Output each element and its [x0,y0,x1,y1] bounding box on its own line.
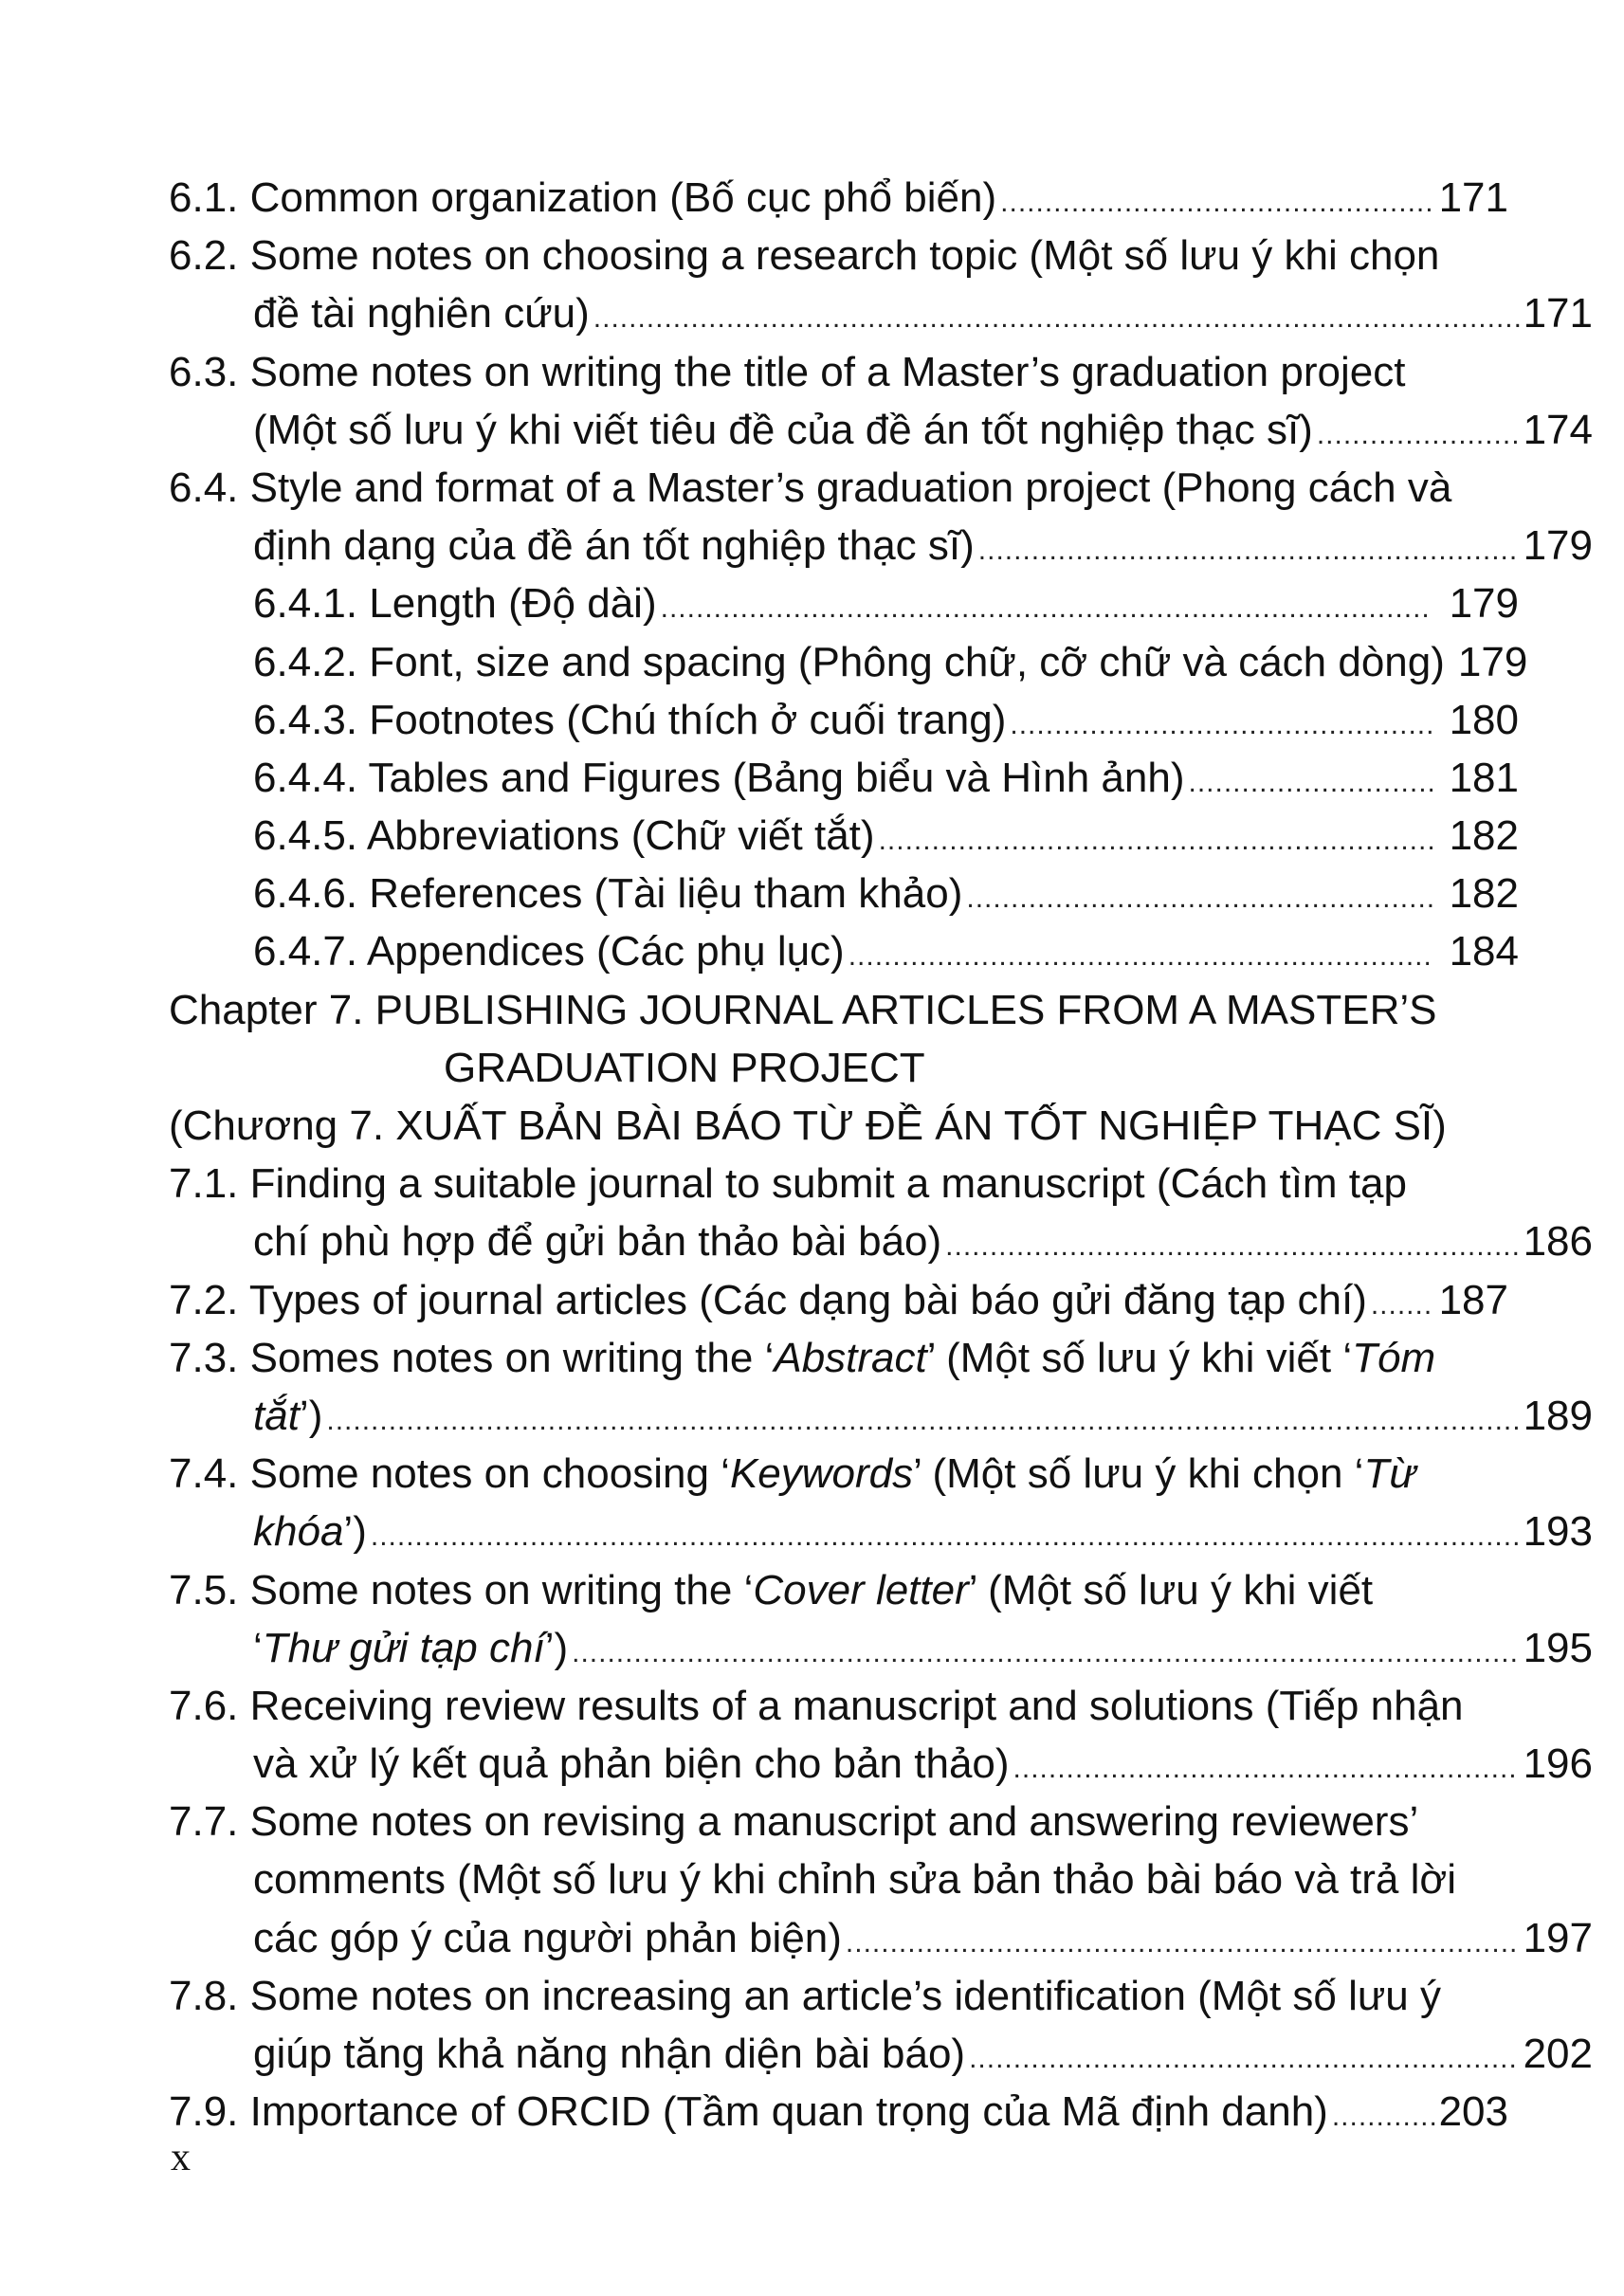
toc-entry-title: đề tài nghiên cứu) [253,290,590,337]
toc-entry-title: và xử lý kết quả phản biện cho bản thảo) [253,1740,1010,1788]
toc-page-number: 171 [1523,290,1593,337]
toc-entry-6-4-6 [169,865,1519,922]
page-folio: x [171,2136,191,2179]
toc-entry-6-4-1 [169,574,1519,632]
italic-term: khóa [253,1508,344,1556]
dot-leader [326,1392,1519,1449]
toc-page-number: 179 [1449,580,1519,628]
toc-entry-title: định dạng của đề án tốt nghiệp thạc sĩ) [253,522,975,570]
toc-entry-title: 6.1. Common organization (Bố cục phổ biến) [169,174,997,221]
dot-leader [1000,173,1434,231]
text-part: ’ (Một số lưu ý khi viết ‘ [926,1334,1353,1381]
italic-term: Từ [1363,1450,1416,1498]
toc-entry-title: (Một số lưu ý khi viết tiêu đề của đề án tốt nghiệp thạc sĩ) [253,406,1313,453]
chapter-7-heading-vi: (Chương 7. XUẤT BẢN BÀI BÁO TỪ ĐỀ ÁN TỐT NGHIỆP THẠC SĨ) [169,1102,1447,1149]
toc-page-number: 174 [1523,406,1593,453]
toc-entry-title: 6.4.2. Font, size and spacing (Phông chữ, cỡ chữ và cách dòng) [253,638,1445,685]
toc-entry-title: 7.2. Types of journal articles (Các dạng bài báo gửi đăng tạp chí) [169,1276,1367,1323]
dot-leader [1371,1276,1435,1334]
dot-leader [1013,1740,1520,1797]
toc-entry-7-1-cont [169,1212,1593,1270]
italic-term: Tóm [1352,1334,1436,1381]
toc-entry-7-4 [169,1445,1534,1503]
toc-entry-title [253,1503,367,1560]
text-part: ’) [299,1392,323,1439]
toc-page-number: 202 [1523,2031,1593,2077]
toc-entry-7-6: 7.6. Receiving review results of a manuscript and solutions (Tiếp nhận [169,1682,1464,1729]
toc-page-number: 197 [1523,1914,1593,1961]
toc-entry-6-4-7 [169,922,1519,980]
toc-page-number: 182 [1449,870,1519,918]
toc-page-number: 193 [1523,1508,1593,1556]
dot-leader [1188,754,1432,811]
toc-entry-7-3-cont [169,1387,1593,1445]
dot-leader [848,927,1432,985]
dot-leader [969,2030,1520,2087]
dot-leader [593,289,1520,347]
toc-entry-7-4-cont [169,1503,1593,1560]
toc-entry-title: 7.9. Importance of ORCID (Tầm quan trọng của Mã định danh) [169,2088,1328,2136]
italic-term: tắt [253,1392,300,1439]
dot-leader [846,1914,1520,1972]
toc-entry-title: 6.4.3. Footnotes (Chú thích ở cuối trang) [253,696,1007,743]
toc-page-number: 182 [1449,812,1519,860]
dot-leader [1010,696,1432,754]
text-part: ’ (Một số lưu ý khi viết [968,1566,1374,1613]
toc-page-number: 203 [1438,2088,1508,2136]
toc-entry-7-3 [169,1329,1534,1387]
toc-entry-7-8-cont [169,2025,1593,2083]
toc-entry-7-8: 7.8. Some notes on increasing an article’s identification (Một số lưu ý [169,1972,1441,2019]
text-part: ’ (Một số lưu ý khi chọn ‘ [913,1450,1364,1498]
toc-entry-6-2-cont [169,284,1593,342]
toc-entry-title [253,1619,568,1677]
toc-entry-6-4-5 [169,807,1519,865]
dot-leader [1332,2087,1435,2145]
italic-term: Cover letter [753,1566,969,1613]
toc-entry-6-4-3 [169,691,1519,749]
chapter-7-heading-cont: GRADUATION PROJECT [444,1044,925,1091]
dot-leader [978,521,1520,579]
toc-entry-title: 6.4.4. Tables and Figures (Bảng biểu và Hình ảnh) [253,754,1185,801]
toc-entry-6-4-2 [169,633,1528,691]
dot-leader [661,579,1432,637]
toc-entry-title: các góp ý của người phản biện) [253,1914,842,1961]
italic-term: Abstract [774,1334,927,1381]
text-part: 7.4. Some notes on choosing ‘ [169,1450,730,1498]
toc-page-number: 196 [1523,1740,1593,1788]
toc-page-number: 189 [1523,1392,1593,1439]
toc-page-number: 184 [1449,928,1519,975]
text-part: 7.3. Somes notes on writing the ‘ [169,1334,775,1381]
toc-page-number: 186 [1523,1218,1593,1266]
toc-entry-7-9 [169,2083,1508,2141]
toc-entry-7-1: 7.1. Finding a suitable journal to submit a manuscript (Cách tìm tạp [169,1160,1407,1208]
dot-leader [572,1624,1519,1682]
toc-page-number: 171 [1438,174,1508,221]
text-part: ‘ [253,1624,263,1671]
toc-entry-7-6-cont [169,1735,1593,1793]
toc-entry-6-4-4 [169,749,1519,807]
toc-entry-7-7-cont: comments (Một số lưu ý khi chỉnh sửa bản thảo bài báo và trả lời [253,1856,1457,1904]
toc-page-number: 195 [1523,1624,1593,1671]
dot-leader [371,1507,1520,1565]
italic-term: Thư gửi tạp chí [262,1624,545,1671]
toc-entry-title [253,1387,322,1445]
toc-entry-6-3-cont [169,401,1593,459]
toc-entry-7-2 [169,1271,1508,1329]
text-part: 7.5. Some notes on writing the ‘ [169,1566,754,1613]
toc-entry-title: giúp tăng khả năng nhận diện bài báo) [253,2031,966,2077]
toc-entry-7-5 [169,1561,1534,1619]
toc-entry-6-2: 6.2. Some notes on choosing a research topic (Một số lưu ý khi chọn [169,232,1440,280]
toc-entry-7-7-cont2 [169,1909,1593,1967]
toc-entry-7-7: 7.7. Some notes on revising a manuscript and answering reviewers’ [169,1798,1419,1846]
toc-page-number: 179 [1523,522,1593,570]
chapter-7-heading: Chapter 7. PUBLISHING JOURNAL ARTICLES FROM A MASTER’S [169,986,1437,1033]
toc-entry-title: 6.4.1. Length (Độ dài) [253,580,657,628]
italic-term: Keywords [729,1450,914,1498]
toc-entry-6-3: 6.3. Some notes on writing the title of a Master’s graduation project [169,348,1406,395]
toc-entry-title: 6.4.5. Abbreviations (Chữ viết tắt) [253,812,875,860]
toc-entry-title: 6.4.7. Appendices (Các phụ lục) [253,928,845,975]
toc-entry-title: chí phù hợp để gửi bản thảo bài báo) [253,1218,942,1266]
text-part: ’) [343,1508,367,1556]
toc-entry-6-1 [169,169,1508,227]
dot-leader [1317,406,1520,464]
toc-page-number: 181 [1449,754,1519,801]
dot-leader [879,811,1432,869]
toc-entry-7-5-cont [169,1619,1593,1677]
dot-leader [966,869,1432,927]
toc-page-number: 180 [1449,696,1519,743]
toc-page-number: 187 [1438,1276,1508,1323]
toc-page-number: 179 [1457,638,1528,685]
toc-entry-6-4: 6.4. Style and format of a Master’s graduation project (Phong cách và [169,464,1452,511]
toc-entry-title: 6.4.6. References (Tài liệu tham khảo) [253,870,963,918]
table-of-contents [169,169,1593,2141]
dot-leader [945,1217,1519,1275]
text-part: ’) [544,1624,569,1671]
toc-entry-6-4-cont [169,517,1593,574]
